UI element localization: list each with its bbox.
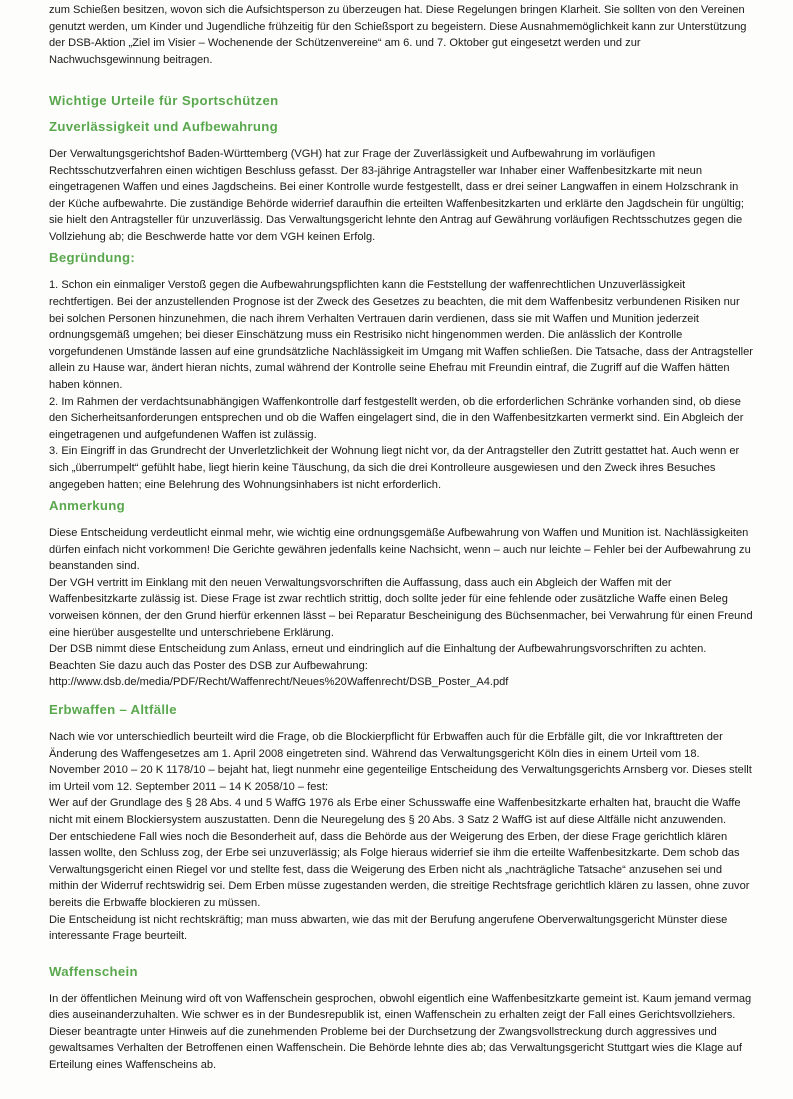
paragraph: 3. Ein Eingriff in das Grundrecht der Unverletzlichkeit der Wohnung liegt nicht vor, da der Antragsteller den Zutritt gestattet hat. Auch wenn er sich „überrumpelt“ gefühlt habe, liegt hierin keine Täuschung, da sich die drei Kontrolleure ausgewiesen und den Zweck ihres Besuches angegeben hatten; eine Belehrung des Wohnungsinhabers ist nicht erforderlich. <box>49 445 740 491</box>
section-erbwaffen <box>49 701 753 945</box>
section-heading-erbwaffen: Erbwaffen – Altfälle <box>49 702 177 718</box>
paragraph: Die Entscheidung ist nicht rechtskräftig; man muss abwarten, wie das mit der Berufung angerufene Oberverwaltungsgericht Münster diese interessante Frage beurteilt. <box>49 913 728 943</box>
paragraph: Der Verwaltungsgerichtshof Baden-Württemberg (VGH) hat zur Frage der Zuverlässigkeit und Aufbewahrung im vorläufigen Rechtsschutzverfahren einen wichtigen Beschluss gefasst. Der 83-jährige Antragsteller war Inhaber einer Waffenbesitzkarte mit neun eingetragenen Waffen und eines Jagdscheins. Bei einer Kontrolle wurde festgestellt, dass er drei seiner Langwaffen in einem Holzschrank in der Küche aufbewahrte. Die zuständige Behörde widerrief daraufhin die erteilten Waffenbesitzkarten und erklärte den Jagdschein für ungültig; sie hielt den Antragsteller für unzuverlässig. Das Verwaltungsgericht lehnte den Antrag auf Gewährung vorläufigen Rechtsschutzes gegen die Vollziehung ab; die Beschwerde hatte vor dem VGH keinen Erfolg. <box>49 147 745 243</box>
section-heading-begruendung: Begründung: <box>49 250 136 266</box>
paragraph: In der öffentlichen Meinung wird oft von Waffenschein gesprochen, obwohl eigentlich eine Waffenbesitzkarte gemeint ist. Kaum jemand vermag dies auseinanderzuhalten. Wie schwer es in der Bundesrepublik ist, einen Waffenschein zu erhalten zeigt der Fall eines Gerichtsvollziehers. Dieser beantragte unter Hinweis auf die zunehmenden Probleme bei der Durchsetzung der Zwangsvollstreckung durch aggressives und gewaltsames Verhalten der Betroffenen einen Waffenschein. Die Behörde lehnte dies ab; das Verwaltungsgericht Stuttgart wies die Klage auf Erteilung eines Waffenscheins ab. <box>49 992 752 1072</box>
section-heading-zuverlaessigkeit: Zuverlässigkeit und Aufbewahrung <box>49 118 278 134</box>
paragraph: 2. Im Rahmen der verdachtsunabhängigen Waffenkontrolle darf festgestellt werden, ob die erforderlichen Schränke vorhanden sind, ob diese den Sicherheitsanforderungen entsprechen und ob die Waffen eingelagert sind, die in den Waffenbesitzkarten vermerkt sind. Ein Abgleich der eingetragenen und aufgefundenen Waffen ist zulässig. <box>49 395 744 441</box>
poster-url[interactable]: http://www.dsb.de/media/PDF/Recht/Waffenrecht/Neues%20Waffenrecht/DSB_Poster_A4.pdf <box>49 676 509 689</box>
paragraph: Wer auf der Grundlage des § 28 Abs. 4 und 5 WaffG 1976 als Erbe einer Schusswaffe eine Waffenbesitzkarte erhalten hat, braucht die Waffe nicht mit einem Blockiersystem auszustatten. Denn die Neuregelung des § 20 Abs. 3 Satz 2 WaffG ist auf diese Altfälle nicht anzuwenden. <box>49 797 741 826</box>
section-heading-anmerkung: Anmerkung <box>49 498 125 514</box>
section-zuverlaessigkeit <box>49 118 753 246</box>
section-anmerkung <box>49 497 753 691</box>
paragraph: Nach wie vor unterschiedlich beurteilt wird die Frage, ob die Blockierpflicht für Erbwaffen auch für die Erbfälle gilt, die vor Inkrafttreten der Änderung des Waffengesetzes am 1. April 2008 eingetreten sind. Während das Verwaltungsgericht Köln dies in einem Urteil vom 18. November 2010 – 20 K 1178/10 – bejaht hat, liegt nunmehr eine gegenteilige Entscheidung des Verwaltungsgerichts Arnsberg vor. Dieses stellt im Urteil vom 12. September 2011 – 14 K 2058/10 – fest: <box>49 731 752 793</box>
section-waffenschein <box>49 963 753 1074</box>
section-heading-waffenschein: Waffenschein <box>49 963 138 979</box>
paragraph: 1. Schon ein einmaliger Verstoß gegen die Aufbewahrungspflichten kann die Feststellung der waffenrechtlichen Unzuverlässigkeit rechtfertigen. Bei der anzustellenden Prognose ist der Zweck des Gesetzes zu beachten, die mit dem Waffenbesitz verbundenen Risiken nur bei solchen Personen hinzunehmen, die nach ihrem Verhalten Vertrauen darin verdienen, dass sie mit Waffen und Munition jederzeit ordnungsgemäß umgehen; bei dieser Einschätzung muss ein Restrisiko nicht hingenommen werden. Die anlässlich der Kontrolle vorgefundenen Umstände lassen auf eine grundsätzliche Nachlässigkeit im Umgang mit Waffen schließen. Die Tatsache, dass der Antragsteller allein zu Hause war, ändert hieran nichts, zumal während der Kontrolle seine Ehefrau mit Freundin eintraf, die Zugriff auf die Waffen hätten haben können. <box>49 279 754 391</box>
paragraph: Der DSB nimmt diese Entscheidung zum Anlass, erneut und eindringlich auf die Einhaltung der Aufbewahrungsvorschriften zu achten. Beachten Sie dazu auch das Poster des DSB zur Aufbewahrung: <box>49 643 707 672</box>
main-heading: Wichtige Urteile für Sportschützen <box>49 93 279 109</box>
paragraph: Der entschiedene Fall wies noch die Besonderheit auf, dass die Behörde aus der Weigerung des Erben, der diese Frage gerichtlich klären lassen wollte, den Schluss zog, der Erbe sei unzuverlässig; als Folge hieraus widerrief sie ihm die erteilte Waffenbesitzkarte. Dem schob das Verwaltungsgericht einen Riegel vor und stellte fest, dass die Weigerung des Erben nicht als „nachträgliche Tatsache“ anzusehen sei und mithin der Widerruf rechtswidrig sei. Dem Erben müsse zugestanden werden, die streitige Rechtsfrage gerichtlich klären zu lassen, ohne zuvor bereits die Erbwaffe blockieren zu müssen. <box>49 830 750 909</box>
section-begruendung <box>49 249 753 493</box>
intro-paragraph: zum Schießen besitzen, wovon sich die Aufsichtsperson zu überzeugen hat. Diese Regelungen bringen Klarheit. Sie sollten von den Vereinen genutzt werden, um Kinder und Jugendliche frühzeitig für den Schießsport zu begeistern. Diese Ausnahmemöglichkeit kann zur Unterstützung der DSB-Aktion „Ziel im Visier – Wochenende der Schützenvereine“ am 6. und 7. Oktober gut eingesetzt werden und zur Nachwuchsgewinnung beitragen. <box>49 4 747 66</box>
paragraph: Der VGH vertritt im Einklang mit den neuen Verwaltungsvorschriften die Auffassung, dass auch ein Abgleich der Waffen mit der Waffenbesitzkarte zulässig ist. Diese Frage ist zwar rechtlich strittig, doch sollte jeder für eine fehlende oder zusätzliche Waffe einen Beleg vorweisen können, der den Grund hierfür erkennen lässt – bei Reparatur Bescheinigung des Büchsenmacher, bei Verwahrung für einen Freund eine hierüber ausgestellte und unterschriebene Erklärung. <box>49 576 753 639</box>
paragraph: Diese Entscheidung verdeutlicht einmal mehr, wie wichtig eine ordnungsgemäße Aufbewahrung von Waffen und Munition ist. Nachlässigkeiten dürfen einfach nicht vorkommen! Die Gerichte gewähren jedenfalls keine Nachsicht, wenn – auch nur leichte – Fehler bei der Aufbewahrung zu beanstanden sind. <box>49 527 751 573</box>
